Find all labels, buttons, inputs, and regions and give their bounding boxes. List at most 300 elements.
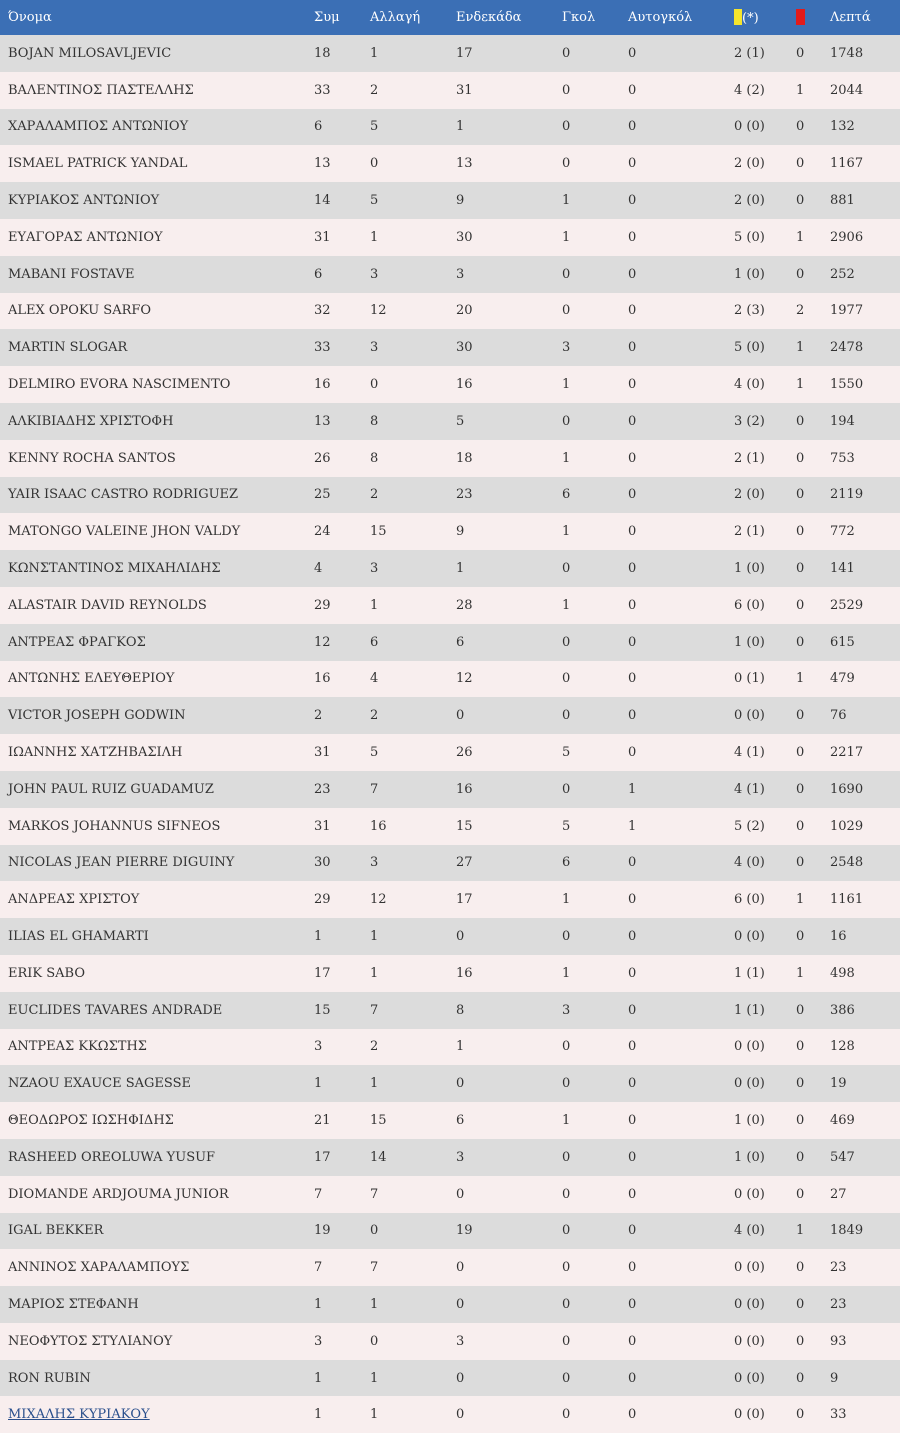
apps-cell: 24	[314, 524, 331, 540]
goals-cell: 5	[562, 818, 571, 834]
apps-cell: 31	[314, 745, 331, 761]
table-row	[0, 550, 900, 587]
red-cards-cell: 0	[796, 1370, 805, 1386]
red-cards-cell: 0	[796, 1149, 805, 1165]
subs-cell: 6	[370, 634, 379, 650]
apps-cell: 13	[314, 156, 331, 172]
player-name-cell: ALEX OPOKU SARFO	[8, 303, 152, 319]
yellow-cards-cell: 6 (0)	[734, 597, 765, 613]
yellow-cards-cell: 4 (1)	[734, 781, 765, 797]
player-name-cell: ILIAS EL GHAMARTI	[8, 929, 149, 945]
yellow-cards-cell: 1 (0)	[734, 1149, 765, 1165]
player-name-cell: ΑΝΔΡΕΑΣ ΧΡΙΣΤΟΥ	[8, 892, 140, 908]
yellow-cards-cell: 0 (0)	[734, 1186, 765, 1202]
goals-cell: 1	[562, 524, 571, 540]
yellow-cards-cell: 1 (0)	[734, 1113, 765, 1128]
minutes-cell: 33	[830, 1407, 847, 1423]
goals-cell: 0	[562, 708, 571, 724]
minutes-cell: 132	[830, 119, 855, 135]
minutes-cell: 1029	[830, 818, 864, 834]
table-row	[0, 182, 900, 219]
goals-cell: 0	[562, 45, 571, 61]
player-name-cell: RASHEED OREOLUWA YUSUF	[8, 1149, 216, 1165]
minutes-cell: 23	[830, 1296, 847, 1312]
table-row	[0, 72, 900, 109]
minutes-cell: 23	[830, 1260, 847, 1276]
apps-cell: 1	[314, 1370, 323, 1386]
own-goals-cell: 0	[628, 892, 637, 908]
goals-cell: 0	[562, 266, 571, 282]
player-name-cell: ΚΥΡΙΑΚΟΣ ΑΝΤΩΝΙΟΥ	[8, 193, 160, 209]
apps-cell: 23	[314, 781, 331, 797]
minutes-cell: 498	[830, 965, 855, 981]
player-name-cell: ΜΑΡΙΟΣ ΣΤΕΦΑΝΗ	[8, 1296, 139, 1312]
red-cards-cell: 0	[796, 708, 805, 724]
lineup-cell: 0	[456, 1076, 465, 1092]
red-cards-cell: 0	[796, 450, 805, 466]
yellow-cards-cell: 1 (0)	[734, 561, 765, 577]
player-name-cell: NZAOU EXAUCE SAGESSE	[8, 1076, 191, 1092]
red-cards-cell: 0	[796, 119, 805, 135]
goals-cell: 0	[562, 1370, 571, 1386]
yellow-cards-cell: 0 (0)	[734, 1333, 765, 1349]
goals-cell: 0	[562, 1076, 571, 1092]
own-goals-cell: 0	[628, 229, 637, 245]
minutes-cell: 194	[830, 413, 855, 429]
yellow-cards-cell: 0 (1)	[734, 671, 765, 687]
goals-cell: 0	[562, 1333, 571, 1349]
yellow-cards-cell: 4 (2)	[734, 82, 765, 98]
player-name-cell: ΑΛΚΙΒΙΑΔΗΣ ΧΡΙΣΤΟΦΗ	[8, 413, 174, 429]
apps-cell: 19	[314, 1223, 331, 1239]
table-row	[0, 1360, 900, 1397]
yellow-cards-cell: 0 (0)	[734, 1076, 765, 1092]
red-cards-cell: 0	[796, 855, 805, 871]
lineup-cell: 12	[456, 671, 473, 687]
table-row	[0, 513, 900, 550]
own-goals-cell: 0	[628, 1260, 637, 1276]
apps-cell: 21	[314, 1113, 331, 1128]
minutes-cell: 16	[830, 929, 847, 945]
goals-cell: 6	[562, 487, 571, 503]
own-goals-cell: 0	[628, 708, 637, 724]
yellow-cards-cell: 1 (1)	[734, 1002, 765, 1018]
yellow-cards-cell: 0 (0)	[734, 1296, 765, 1312]
lineup-cell: 5	[456, 413, 465, 429]
player-name-link[interactable]: ΜΙΧΑΛΗΣ ΚΥΡΙΑΚΟΥ	[8, 1407, 150, 1423]
lineup-cell: 13	[456, 156, 473, 172]
own-goals-cell: 0	[628, 193, 637, 209]
lineup-cell: 0	[456, 1296, 465, 1312]
minutes-cell: 27	[830, 1186, 847, 1202]
subs-cell: 7	[370, 1260, 379, 1276]
minutes-cell: 1161	[830, 892, 864, 908]
red-cards-cell: 1	[796, 1223, 805, 1239]
yellow-cards-cell: 0 (0)	[734, 929, 765, 945]
subs-cell: 0	[370, 1333, 379, 1349]
yellow-cards-cell: 2 (0)	[734, 193, 765, 209]
subs-cell: 0	[370, 1223, 379, 1239]
lineup-cell: 3	[456, 1149, 465, 1165]
red-cards-cell: 0	[796, 413, 805, 429]
minutes-cell: 93	[830, 1333, 847, 1349]
yellow-cards-cell: 2 (1)	[734, 524, 765, 540]
subs-cell: 1	[370, 965, 379, 981]
minutes-cell: 469	[830, 1113, 855, 1128]
apps-cell: 15	[314, 1002, 331, 1018]
red-cards-cell: 0	[796, 524, 805, 540]
lineup-cell: 26	[456, 745, 473, 761]
apps-cell: 30	[314, 855, 331, 871]
lineup-cell: 28	[456, 597, 473, 613]
minutes-cell: 141	[830, 561, 855, 577]
subs-cell: 16	[370, 818, 387, 834]
minutes-cell: 2217	[830, 745, 864, 761]
lineup-cell: 19	[456, 1223, 473, 1239]
table-row	[0, 109, 900, 146]
goals-cell: 0	[562, 119, 571, 135]
lineup-cell: 30	[456, 229, 473, 245]
lineup-cell: 27	[456, 855, 473, 871]
red-cards-cell: 0	[796, 1260, 805, 1276]
subs-cell: 1	[370, 1370, 379, 1386]
red-cards-cell: 1	[796, 671, 805, 687]
apps-cell: 26	[314, 450, 331, 466]
apps-cell: 31	[314, 229, 331, 245]
apps-cell: 13	[314, 413, 331, 429]
lineup-cell: 6	[456, 1113, 465, 1128]
table-row	[0, 661, 900, 698]
red-cards-cell: 0	[796, 818, 805, 834]
own-goals-cell: 0	[628, 413, 637, 429]
apps-cell: 6	[314, 119, 323, 135]
col-header-apps[interactable]: Συμ	[314, 10, 340, 25]
subs-cell: 1	[370, 1407, 379, 1423]
yellow-cards-cell: 4 (0)	[734, 1223, 765, 1239]
minutes-cell: 2906	[830, 229, 864, 245]
apps-cell: 33	[314, 340, 331, 356]
subs-cell: 0	[370, 156, 379, 172]
apps-cell: 1	[314, 929, 323, 945]
subs-cell: 14	[370, 1149, 387, 1165]
lineup-cell: 1	[456, 119, 465, 135]
goals-cell: 1	[562, 450, 571, 466]
yellow-cards-cell: 5 (0)	[734, 229, 765, 245]
minutes-cell: 2119	[830, 487, 864, 503]
red-cards-cell: 0	[796, 1076, 805, 1092]
goals-cell: 0	[562, 561, 571, 577]
player-name-cell: ΑΝΤΡΕΑΣ ΚΚΩΣΤΗΣ	[8, 1039, 147, 1055]
player-name-cell: ΒΑΛΕΝΤΙΝΟΣ ΠΑΣΤΕΛΛΗΣ	[8, 82, 194, 98]
own-goals-cell: 0	[628, 1076, 637, 1092]
minutes-cell: 753	[830, 450, 855, 466]
lineup-cell: 0	[456, 1407, 465, 1423]
player-name-cell: ERIK SABO	[8, 965, 86, 981]
apps-cell: 4	[314, 561, 323, 577]
col-header-goals[interactable]: Γκολ	[562, 10, 596, 25]
player-name-cell: JOHN PAUL RUIZ GUADAMUZ	[8, 781, 214, 797]
col-header-own-goals[interactable]: Αυτογκόλ	[628, 10, 693, 25]
own-goals-cell: 0	[628, 1407, 637, 1423]
player-name-cell: ΑΝΤΡΕΑΣ ΦΡΑΓΚΟΣ	[8, 634, 146, 650]
subs-cell: 3	[370, 266, 379, 282]
lineup-cell: 0	[456, 1370, 465, 1386]
subs-cell: 1	[370, 45, 379, 61]
apps-cell: 14	[314, 193, 331, 209]
goals-cell: 0	[562, 303, 571, 319]
own-goals-cell: 0	[628, 487, 637, 503]
yellow-cards-cell: 1 (1)	[734, 965, 765, 981]
table-row	[0, 1176, 900, 1213]
table-row	[0, 219, 900, 256]
subs-cell: 1	[370, 1076, 379, 1092]
minutes-cell: 547	[830, 1149, 855, 1165]
player-name-cell: BOJAN MILOSAVLJEVIC	[8, 45, 172, 61]
player-name-cell: ΚΩΝΣΤΑΝΤΙΝΟΣ ΜΙΧΑΗΛΙΔΗΣ	[8, 561, 221, 577]
apps-cell: 25	[314, 487, 331, 503]
subs-cell: 3	[370, 855, 379, 871]
own-goals-cell: 0	[628, 1113, 637, 1128]
goals-cell: 1	[562, 892, 571, 908]
table-row	[0, 992, 900, 1029]
own-goals-cell: 0	[628, 1333, 637, 1349]
yellow-cards-cell: 0 (0)	[734, 1260, 765, 1276]
red-cards-cell: 0	[796, 781, 805, 797]
col-header-subs[interactable]: Αλλαγή	[370, 10, 421, 25]
lineup-cell: 31	[456, 82, 473, 98]
apps-cell: 12	[314, 634, 331, 650]
lineup-cell: 0	[456, 708, 465, 724]
minutes-cell: 386	[830, 1002, 855, 1018]
lineup-cell: 20	[456, 303, 473, 319]
apps-cell: 16	[314, 377, 331, 393]
own-goals-cell: 0	[628, 524, 637, 540]
own-goals-cell: 1	[628, 781, 637, 797]
yellow-cards-cell: 0 (0)	[734, 119, 765, 135]
goals-cell: 1	[562, 377, 571, 393]
table-row	[0, 587, 900, 624]
own-goals-cell: 1	[628, 818, 637, 834]
apps-cell: 1	[314, 1076, 323, 1092]
subs-cell: 1	[370, 229, 379, 245]
minutes-cell: 19	[830, 1076, 847, 1092]
own-goals-cell: 0	[628, 1186, 637, 1202]
player-name-cell: IGAL BEKKER	[8, 1223, 104, 1239]
red-cards-cell: 1	[796, 82, 805, 98]
player-name-cell: ΙΩΑΝΝΗΣ ΧΑΤΖΗΒΑΣΙΛΗ	[8, 745, 183, 761]
red-cards-cell: 0	[796, 266, 805, 282]
own-goals-cell: 0	[628, 929, 637, 945]
own-goals-cell: 0	[628, 1370, 637, 1386]
minutes-cell: 2478	[830, 340, 864, 356]
table-row	[0, 1065, 900, 1102]
lineup-cell: 8	[456, 1002, 465, 1018]
subs-cell: 12	[370, 892, 387, 908]
player-name-cell: ΑΝΝΙΝΟΣ ΧΑΡΑΛΑΜΠΟΥΣ	[8, 1260, 190, 1276]
goals-cell: 0	[562, 1186, 571, 1202]
own-goals-cell: 0	[628, 340, 637, 356]
own-goals-cell: 0	[628, 1002, 637, 1018]
own-goals-cell: 0	[628, 45, 637, 61]
subs-cell: 7	[370, 1002, 379, 1018]
lineup-cell: 16	[456, 781, 473, 797]
player-name-cell	[0, 1396, 306, 1433]
own-goals-cell: 0	[628, 450, 637, 466]
apps-cell: 1	[314, 1407, 323, 1423]
table-row	[0, 1396, 900, 1433]
player-name-cell: MARTIN SLOGAR	[8, 340, 128, 356]
red-cards-cell: 0	[796, 929, 805, 945]
apps-cell: 29	[314, 892, 331, 908]
subs-cell: 2	[370, 487, 379, 503]
table-row	[0, 35, 900, 72]
red-card-icon	[796, 9, 805, 25]
subs-cell: 1	[370, 929, 379, 945]
player-name-cell: ΕΥΑΓΟΡΑΣ ΑΝΤΩΝΙΟΥ	[8, 229, 163, 245]
lineup-cell: 15	[456, 818, 473, 834]
col-header-name[interactable]: Όνομα	[8, 10, 52, 25]
lineup-cell: 0	[456, 929, 465, 945]
table-row	[0, 918, 900, 955]
table-row	[0, 808, 900, 845]
yellow-cards-cell: 1 (0)	[734, 266, 765, 282]
own-goals-cell: 0	[628, 1039, 637, 1055]
col-header-yellow[interactable]	[726, 0, 788, 35]
yellow-cards-cell: 2 (3)	[734, 303, 765, 319]
player-name-cell: ΝΕΟΦΥΤΟΣ ΣΤΥΛΙΑΝΟΥ	[8, 1333, 173, 1349]
yellow-cards-cell: 2 (1)	[734, 45, 765, 61]
goals-cell: 1	[562, 193, 571, 209]
own-goals-cell: 0	[628, 303, 637, 319]
player-name-cell: RON RUBIN	[8, 1370, 91, 1386]
minutes-cell: 2548	[830, 855, 864, 871]
own-goals-cell: 0	[628, 82, 637, 98]
subs-cell: 1	[370, 597, 379, 613]
own-goals-cell: 0	[628, 377, 637, 393]
lineup-cell: 0	[456, 1260, 465, 1276]
apps-cell: 18	[314, 45, 331, 61]
minutes-cell: 128	[830, 1039, 855, 1055]
subs-cell: 7	[370, 781, 379, 797]
player-name-cell: ΘΕΟΔΩΡΟΣ ΙΩΣΗΦΙΔΗΣ	[8, 1113, 174, 1128]
player-name-cell: ΧΑΡΑΛΑΜΠΟΣ ΑΝΤΩΝΙΟΥ	[8, 119, 189, 135]
apps-cell: 17	[314, 1149, 331, 1165]
minutes-cell: 9	[830, 1370, 839, 1386]
goals-cell: 0	[562, 1296, 571, 1312]
minutes-cell: 1977	[830, 303, 864, 319]
table-row	[0, 771, 900, 808]
lineup-cell: 17	[456, 45, 473, 61]
red-cards-cell: 0	[796, 1407, 805, 1423]
lineup-cell: 17	[456, 892, 473, 908]
own-goals-cell: 0	[628, 745, 637, 761]
player-name-cell: DIOMANDE ARDJOUMA JUNIOR	[8, 1186, 229, 1202]
subs-cell: 5	[370, 193, 379, 209]
table-row	[0, 256, 900, 293]
apps-cell: 1	[314, 1296, 323, 1312]
red-cards-cell: 0	[796, 45, 805, 61]
minutes-cell: 479	[830, 671, 855, 687]
subs-cell: 5	[370, 119, 379, 135]
goals-cell: 0	[562, 781, 571, 797]
player-name-cell: EUCLIDES TAVARES ANDRADE	[8, 1002, 223, 1018]
own-goals-cell: 0	[628, 965, 637, 981]
table-row	[0, 697, 900, 734]
own-goals-cell: 0	[628, 266, 637, 282]
goals-cell: 1	[562, 597, 571, 613]
apps-cell: 7	[314, 1186, 323, 1202]
own-goals-cell: 0	[628, 156, 637, 172]
subs-cell: 2	[370, 82, 379, 98]
player-name-cell: NICOLAS JEAN PIERRE DIGUINY	[8, 855, 235, 871]
red-cards-cell: 1	[796, 965, 805, 981]
table-row	[0, 734, 900, 771]
table-row	[0, 1139, 900, 1176]
col-header-minutes[interactable]: Λεπτά	[830, 10, 871, 25]
own-goals-cell: 0	[628, 1296, 637, 1312]
minutes-cell: 1167	[830, 156, 864, 172]
own-goals-cell: 0	[628, 1149, 637, 1165]
subs-cell: 3	[370, 561, 379, 577]
minutes-cell: 772	[830, 524, 855, 540]
yellow-cards-cell: 2 (0)	[734, 487, 765, 503]
red-cards-cell: 0	[796, 1186, 805, 1202]
minutes-cell: 615	[830, 634, 855, 650]
player-name-cell: DELMIRO EVORA NASCIMENTO	[8, 377, 231, 393]
subs-cell: 2	[370, 708, 379, 724]
lineup-cell: 9	[456, 193, 465, 209]
red-cards-cell: 1	[796, 377, 805, 393]
subs-cell: 15	[370, 524, 387, 540]
player-name-cell: ALASTAIR DAVID REYNOLDS	[8, 597, 207, 613]
goals-cell: 0	[562, 1260, 571, 1276]
goals-cell: 1	[562, 1113, 571, 1128]
table-row	[0, 440, 900, 477]
player-name-cell: MABANI FOSTAVE	[8, 266, 135, 282]
goals-cell: 0	[562, 1149, 571, 1165]
minutes-cell: 2044	[830, 82, 864, 98]
apps-cell: 3	[314, 1333, 323, 1349]
col-header-lineup[interactable]: Ενδεκάδα	[456, 10, 522, 25]
yellow-card-icon	[734, 9, 742, 25]
red-cards-cell: 0	[796, 745, 805, 761]
table-row	[0, 955, 900, 992]
goals-cell: 3	[562, 340, 571, 356]
lineup-cell: 16	[456, 965, 473, 981]
table-row	[0, 1286, 900, 1323]
table-row	[0, 881, 900, 918]
player-name-cell: KENNY ROCHA SANTOS	[8, 450, 176, 466]
own-goals-cell: 0	[628, 671, 637, 687]
apps-cell: 6	[314, 266, 323, 282]
red-cards-cell: 0	[796, 1296, 805, 1312]
subs-cell: 3	[370, 340, 379, 356]
yellow-cards-cell: 1 (0)	[734, 634, 765, 650]
red-cards-cell: 0	[796, 634, 805, 650]
goals-cell: 0	[562, 82, 571, 98]
own-goals-cell: 0	[628, 561, 637, 577]
lineup-cell: 1	[456, 1039, 465, 1055]
col-header-red[interactable]	[788, 0, 822, 35]
goals-cell: 0	[562, 156, 571, 172]
red-cards-cell: 0	[796, 1333, 805, 1349]
red-cards-cell: 0	[796, 597, 805, 613]
red-cards-cell: 0	[796, 561, 805, 577]
own-goals-cell: 0	[628, 855, 637, 871]
yellow-cards-cell: 4 (0)	[734, 377, 765, 393]
own-goals-cell: 0	[628, 634, 637, 650]
subs-cell: 15	[370, 1113, 387, 1128]
